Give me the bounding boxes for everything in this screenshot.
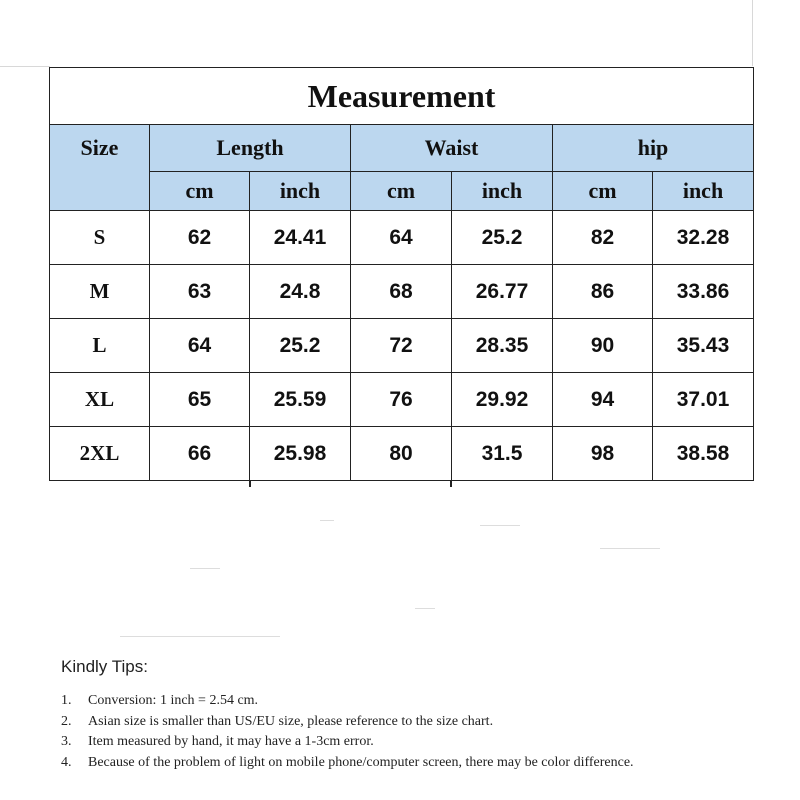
unit-header: cm <box>553 172 653 211</box>
divider-tail <box>249 481 251 487</box>
waist-inch-cell: 31.5 <box>452 427 553 481</box>
waist-inch-cell: 26.77 <box>452 265 553 319</box>
length-group-header: Length <box>150 125 351 172</box>
waist-group-header: Waist <box>351 125 553 172</box>
length-inch-cell: 24.41 <box>250 211 351 265</box>
waist-cm-cell: 68 <box>351 265 452 319</box>
tip-text: Item measured by hand, it may have a 1-3cm error. <box>88 734 374 749</box>
list-item <box>61 712 741 733</box>
size-cell: S <box>50 211 150 265</box>
size-cell: 2XL <box>50 427 150 481</box>
tip-number: 3. <box>61 734 72 749</box>
waist-inch-cell: 28.35 <box>452 319 553 373</box>
artifact-speck <box>190 568 220 569</box>
artifact-speck <box>415 608 435 609</box>
hip-cm-cell: 86 <box>553 265 653 319</box>
artifact-speck <box>600 548 660 549</box>
hip-cm-cell: 82 <box>553 211 653 265</box>
hip-cm-cell: 98 <box>553 427 653 481</box>
size-cell: XL <box>50 373 150 427</box>
list-item <box>61 732 741 753</box>
tip-text: Asian size is smaller than US/EU size, please reference to the size chart. <box>88 713 494 729</box>
divider-tail <box>450 481 452 487</box>
artifact-speck <box>120 636 280 637</box>
unit-header: inch <box>452 172 553 211</box>
size-column-header: Size <box>50 125 150 211</box>
kindly-tips-section <box>61 657 741 773</box>
length-inch-cell: 25.98 <box>250 427 351 481</box>
length-inch-cell: 25.2 <box>250 319 351 373</box>
waist-cm-cell: 64 <box>351 211 452 265</box>
frame-line-vertical <box>752 0 753 66</box>
length-cm-cell: 65 <box>150 373 250 427</box>
table-row <box>50 265 754 319</box>
list-item <box>61 753 741 774</box>
unit-header: inch <box>250 172 351 211</box>
waist-cm-cell: 80 <box>351 427 452 481</box>
tips-list <box>61 691 741 773</box>
artifact-speck <box>320 520 334 521</box>
hip-inch-cell: 38.58 <box>653 427 754 481</box>
unit-header: cm <box>150 172 250 211</box>
table-title: Measurement <box>50 68 754 125</box>
hip-inch-cell: 32.28 <box>653 211 754 265</box>
table-row <box>50 427 754 481</box>
length-cm-cell: 66 <box>150 427 250 481</box>
unit-header-row <box>50 172 754 211</box>
table-row <box>50 211 754 265</box>
list-item <box>61 691 741 712</box>
size-chart-table <box>49 67 754 481</box>
tip-number: 1. <box>61 693 72 708</box>
hip-inch-cell: 37.01 <box>653 373 754 427</box>
tip-number: 4. <box>61 754 72 770</box>
frame-line-horizontal <box>0 66 50 67</box>
length-cm-cell: 63 <box>150 265 250 319</box>
hip-inch-cell: 35.43 <box>653 319 754 373</box>
size-cell: M <box>50 265 150 319</box>
hip-cm-cell: 94 <box>553 373 653 427</box>
tip-text: Because of the problem of light on mobile phone/computer screen, there may be color difference. <box>88 754 634 770</box>
tips-title: Kindly Tips: <box>61 657 148 676</box>
size-cell: L <box>50 319 150 373</box>
length-cm-cell: 62 <box>150 211 250 265</box>
waist-cm-cell: 72 <box>351 319 452 373</box>
waist-cm-cell: 76 <box>351 373 452 427</box>
waist-inch-cell: 29.92 <box>452 373 553 427</box>
table-row <box>50 373 754 427</box>
length-cm-cell: 64 <box>150 319 250 373</box>
unit-header: cm <box>351 172 452 211</box>
hip-inch-cell: 33.86 <box>653 265 754 319</box>
unit-header: inch <box>653 172 754 211</box>
tip-number: 2. <box>61 713 72 729</box>
hip-cm-cell: 90 <box>553 319 653 373</box>
table-row <box>50 319 754 373</box>
length-inch-cell: 24.8 <box>250 265 351 319</box>
hip-group-header: hip <box>553 125 754 172</box>
tip-text: Conversion: 1 inch = 2.54 cm. <box>88 693 259 708</box>
length-inch-cell: 25.59 <box>250 373 351 427</box>
artifact-speck <box>480 525 520 526</box>
waist-inch-cell: 25.2 <box>452 211 553 265</box>
